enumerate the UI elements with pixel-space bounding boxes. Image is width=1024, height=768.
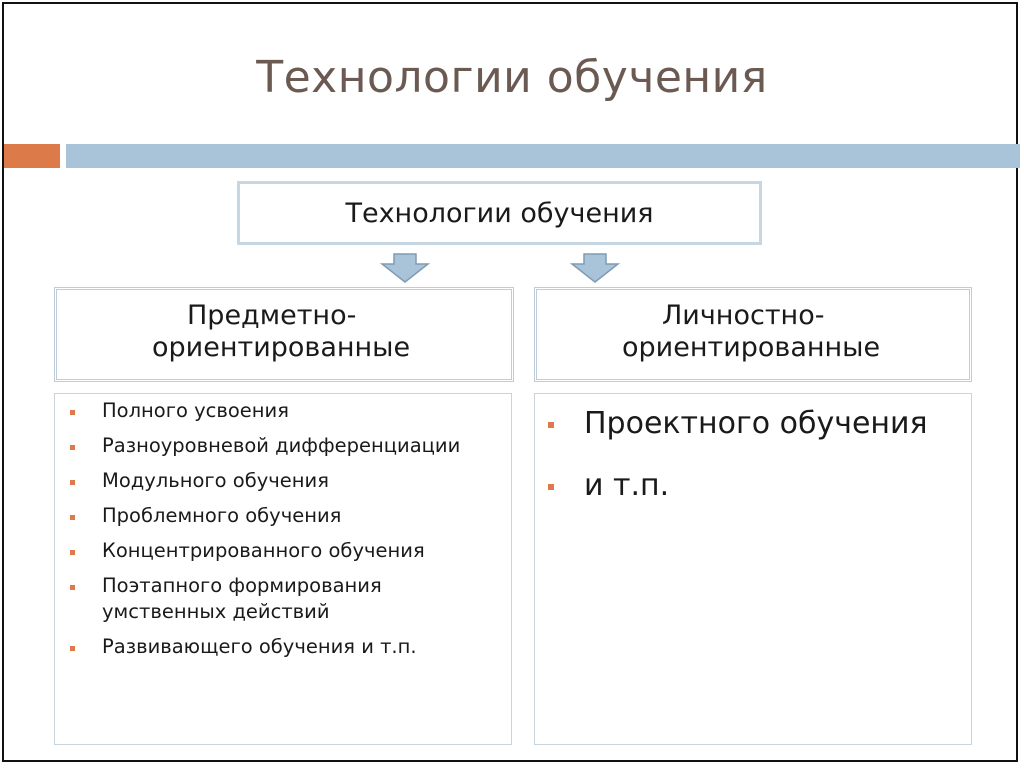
category-label-line1: Предметно- (187, 300, 357, 331)
list-item (55, 634, 502, 660)
root-node (237, 181, 762, 245)
category-label-line2: ориентированные (152, 332, 411, 363)
list-item (55, 433, 502, 459)
list-item (55, 468, 502, 494)
bullet-icon (70, 515, 75, 520)
bullet-icon (70, 646, 75, 651)
list-item-text: Модульного обучения (102, 469, 329, 492)
list-item-text: Концентрированного обучения (102, 539, 425, 562)
list-item (535, 466, 964, 506)
list-item-text: Проблемного обучения (102, 504, 342, 527)
list-item-text: Развивающего обучения и т.п. (102, 635, 417, 658)
list-item-text: Поэтапного формирования умственных действий (102, 574, 382, 623)
list-item-text: Полного усвоения (102, 399, 289, 422)
list-item-text: Проектного обучения (584, 406, 928, 441)
list-item-text: и т.п. (584, 468, 670, 503)
slide-title: Технологии обучения (256, 52, 768, 103)
list-item-text: Разноуровневой дифференциации (102, 434, 461, 457)
category-person-oriented (534, 287, 972, 382)
arrow-down-icon (570, 253, 620, 283)
accent-bar-blue (66, 144, 1020, 168)
bullet-icon (70, 550, 75, 555)
list-item (55, 538, 502, 564)
subject-oriented-list (54, 393, 512, 745)
list-item (55, 503, 502, 529)
category-label-line2: ориентированные (622, 332, 881, 363)
accent-bar-orange (4, 144, 60, 168)
bullet-icon (548, 422, 554, 428)
category-subject-oriented (54, 287, 514, 382)
bullet-icon (70, 410, 75, 415)
bullet-icon (548, 484, 554, 490)
list-item (55, 398, 502, 424)
root-node-label: Технологии обучения (345, 197, 654, 229)
bullet-icon (70, 480, 75, 485)
list-item (55, 573, 502, 625)
category-label-line1: Личностно- (662, 300, 825, 331)
person-oriented-list (534, 393, 972, 745)
bullet-icon (70, 445, 75, 450)
arrow-down-icon (380, 253, 430, 283)
list-item (535, 404, 964, 444)
bullet-icon (70, 585, 75, 590)
